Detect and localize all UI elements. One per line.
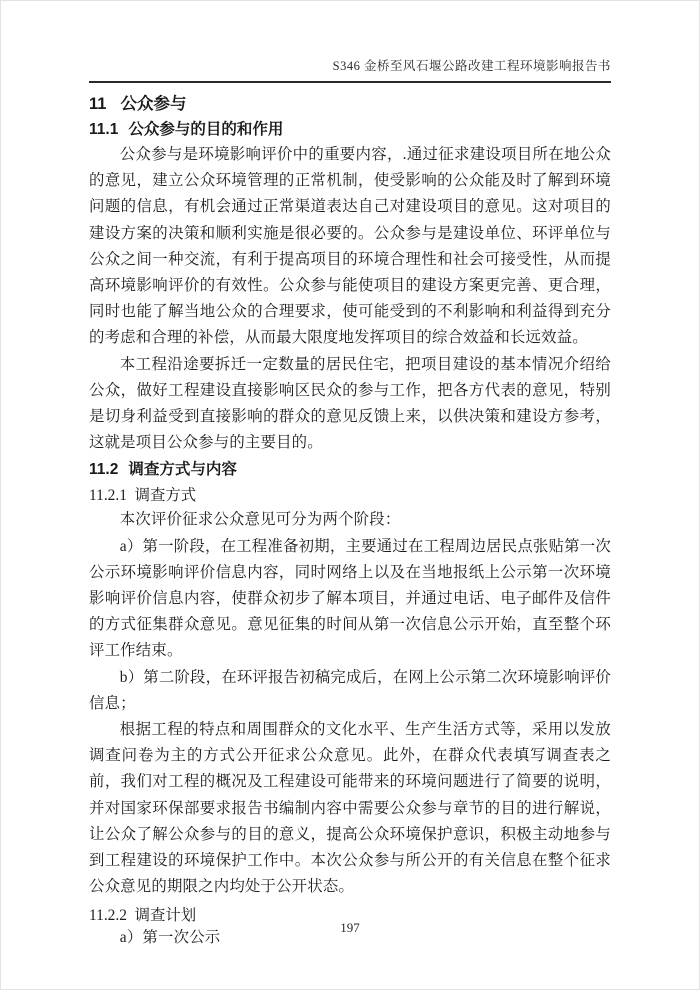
paragraph-purpose-2: 本工程沿途要拆迁一定数量的居民住宅，把项目建设的基本情况介绍给公众，做好工程建设直接影响区民众的参与工作，把各方代表的意见，特别是切身利益受到直接影响的群众的意见反馈上来，以供决策和建设方参考，这就是项目公众参与的主要目的。 (89, 355, 611, 452)
chapter-title: 公众参与 (120, 95, 187, 113)
page-footer (1, 920, 699, 936)
section-11-2-title: 调查方式与内容 (128, 461, 237, 479)
section-heading-11-2 (89, 461, 611, 479)
section-11-1-number: 11.1 (89, 121, 119, 138)
paragraph-survey-intro: 本次评价征求公众意见可分为两个阶段： (119, 511, 401, 529)
subsection-11-2-1-title: 调查方式 (134, 487, 197, 505)
paragraph-stage-a: a）第一阶段，在工程准备初期，主要通过在工程周边居民点张贴第一次公示环境影响评价信息内容，同时网络上以及在当地报纸上公示第一次环境影响评价信息内容，使群众初步了解本项目，并通过电话、电子邮件及信件的方式征集群众意见。意见征集的时间从第一次信息公示开始，直至整个环评工作结束。 (89, 537, 611, 660)
chapter-number: 11 (89, 95, 107, 113)
paragraph-survey-method: 根据工程的特点和周围群众的文化水平、生产生活方式等，采用以发放调查问卷为主的方式公开征求公众意见。此外，在群众代表填写调查表之前，我们对工程的概况及工程建设可能带来的环境问题进行了简要的说明，并对国家环保部要求报告书编制内容中需要公众参与章节的目的进行解说，让公众了解公众参与的目的意义，提高公众环境保护意识，积极主动地参与到工程建设的环境保护工作中。本次公众参与所公开的有关信息在整个征求公众意见的期限之内均处于公开状态。 (89, 721, 611, 896)
subsection-11-2-2-title: 调查计划 (134, 907, 197, 925)
chapter-heading (89, 95, 611, 114)
section-11-1-title: 公众参与的目的和作用 (128, 121, 284, 138)
paragraph-first-publicity: a）第一次公示 (119, 929, 221, 947)
subsection-11-2-1-number: 11.2.1 (89, 487, 127, 505)
subsection-11-2-2-number: 11.2.2 (89, 907, 127, 925)
paragraph-purpose-1: 公众参与是环境影响评价中的重要内容，.通过征求建设项目所在地公众的意见，建立公众环境管理的正常机制，使受影响的公众能及时了解到环境问题的信息，有机会通过正常渠道表达自己对建设项目的意见。这对项目的建设方案的决策和顺利实施是很必要的。公众参与是建设单位、环评单位与公众之间一种交流，有利于提高项目的环境合理性和社会可接受性，从而提高环境影响评价的有效性。公众参与能使项目的建设方案更完善、更合理，同时也能了解当地公众的合理要求，使可能受到的不利影响和利益得到充分的考虑和合理的补偿，从而最大限度地发挥项目的综合效益和长远效益。 (89, 146, 611, 347)
section-heading-11-1 (89, 121, 611, 139)
section-11-2-number: 11.2 (89, 461, 119, 479)
page-number: 197 (340, 920, 360, 935)
running-header (89, 59, 611, 83)
subsection-heading-11-2-1 (89, 487, 611, 505)
running-header-title: S346 金桥至风石堰公路改建工程环境影响报告书 (332, 59, 611, 73)
paragraph-stage-b: b）第二阶段，在环评报告初稿完成后，在网上公示第二次环境影响评价信息； (89, 668, 612, 712)
